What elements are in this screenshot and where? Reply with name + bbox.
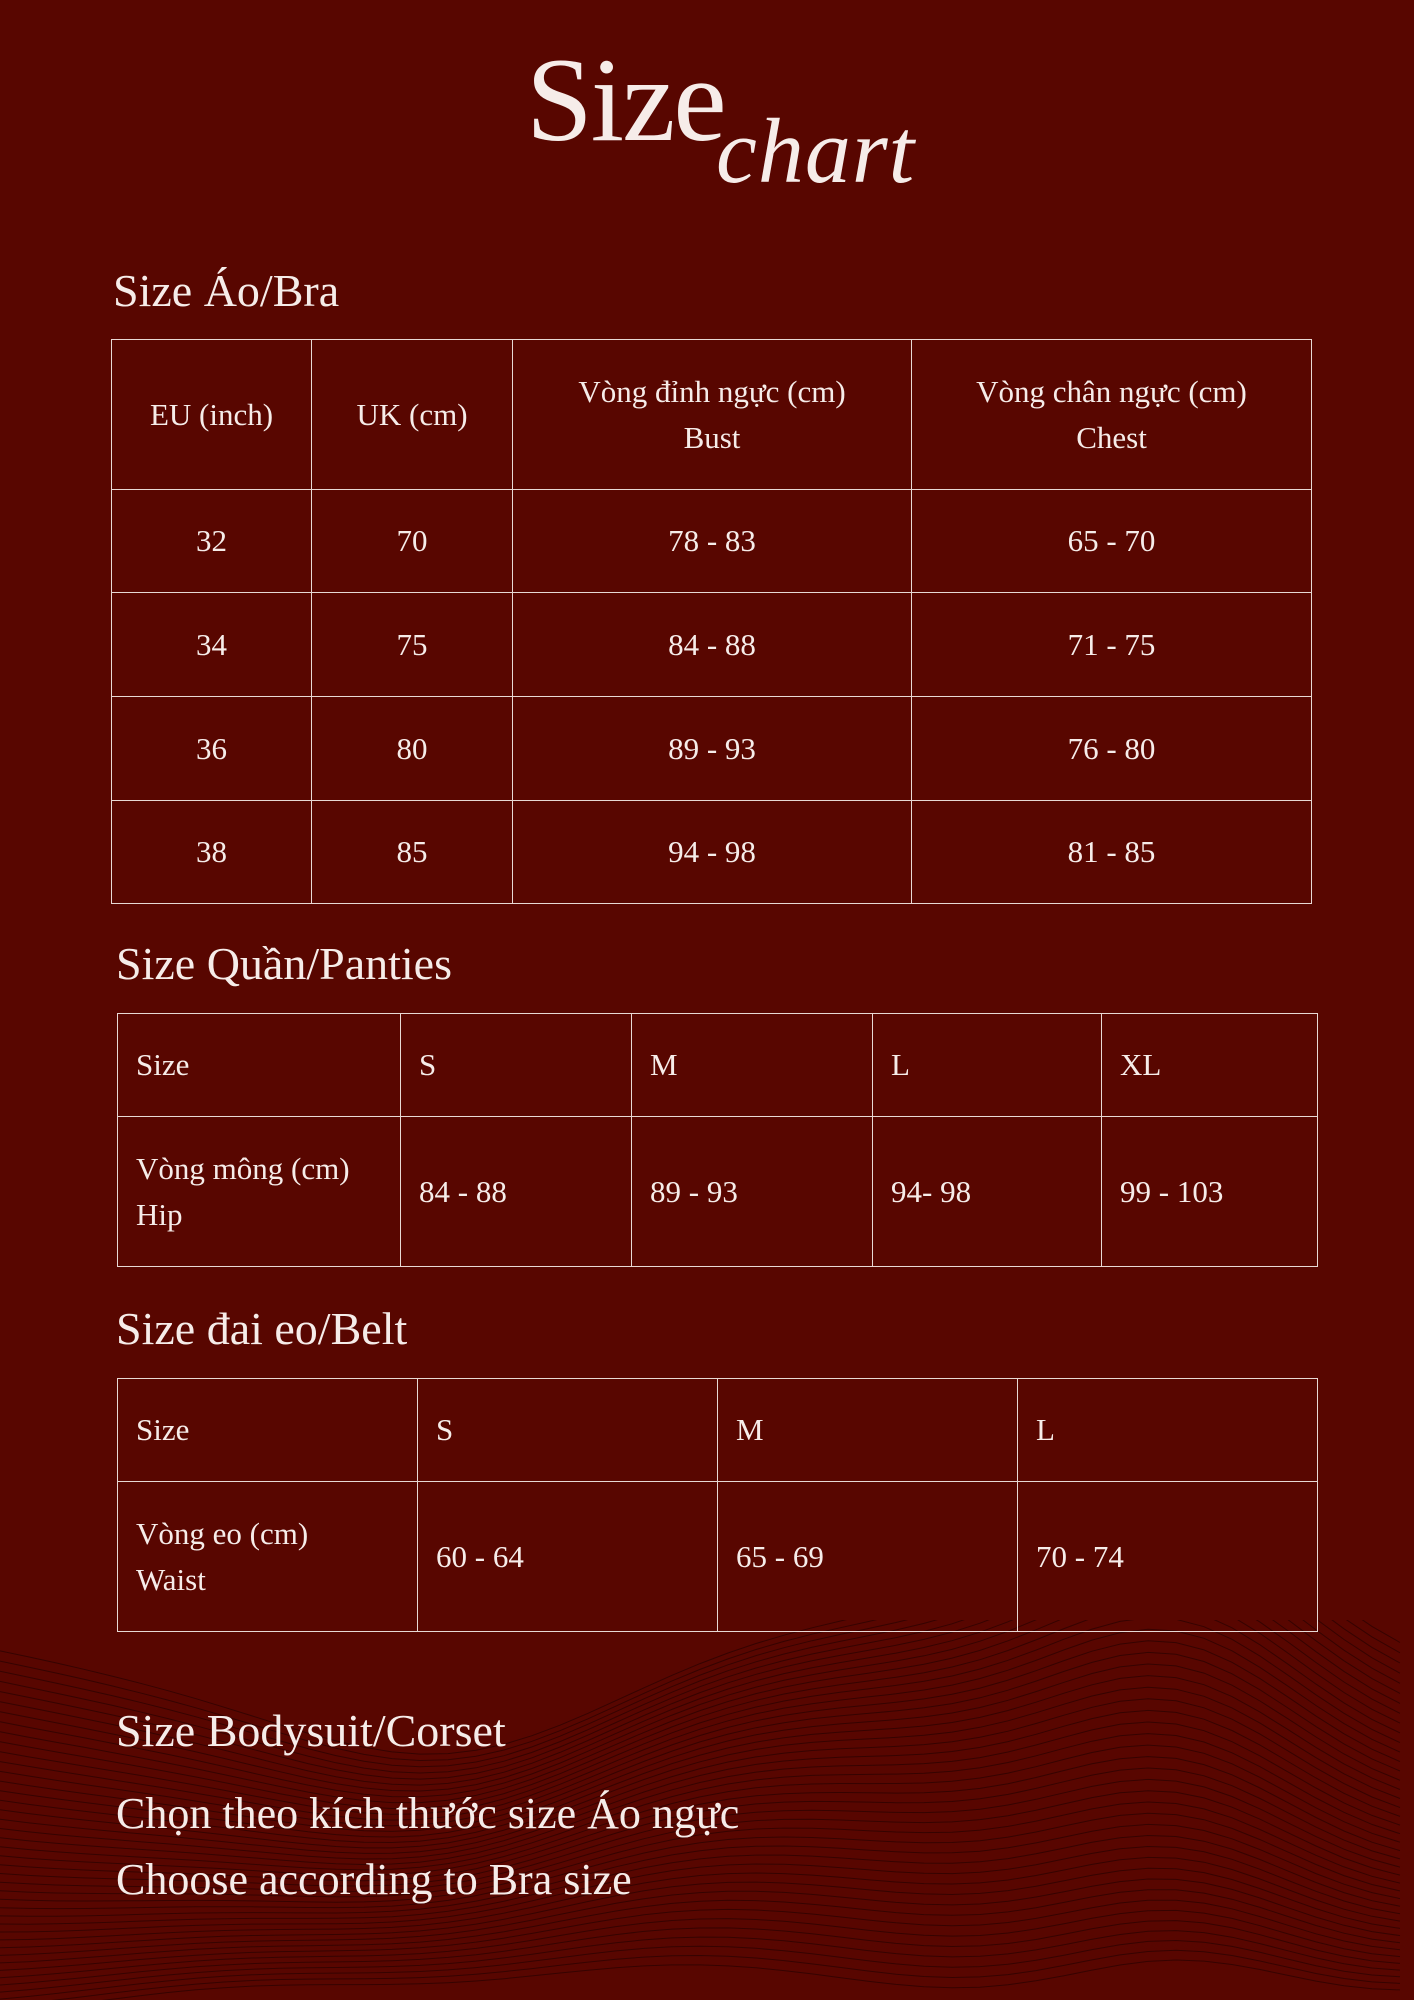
bra-chest-cell: 81 - 85 [912, 801, 1312, 904]
table-row [112, 801, 1312, 904]
bra-eu-cell: 34 [112, 593, 312, 697]
belt-size-table [117, 1378, 1318, 1632]
panties-size-xl: XL [1102, 1014, 1318, 1117]
bra-chest-cell: 65 - 70 [912, 490, 1312, 593]
bra-header-chest: Vòng chân ngực (cm) Chest [912, 340, 1312, 490]
panties-hip-label: Vòng mông (cm) Hip [118, 1117, 401, 1267]
belt-size-m: M [718, 1379, 1018, 1482]
bra-chest-cell: 76 - 80 [912, 697, 1312, 801]
belt-waist-value: 65 - 69 [718, 1482, 1018, 1632]
bra-header-row [112, 340, 1312, 490]
belt-waist-label: Vòng eo (cm) Waist [118, 1482, 418, 1632]
bra-bust-cell: 78 - 83 [513, 490, 912, 593]
bra-bust-cell: 89 - 93 [513, 697, 912, 801]
bodysuit-instruction-en: Choose according to Bra size [116, 1855, 632, 1904]
panties-size-m: M [632, 1014, 873, 1117]
bodysuit-section-title: Size Bodysuit/Corset [116, 1705, 506, 1756]
panties-size-label: Size [118, 1014, 401, 1117]
bra-eu-cell: 36 [112, 697, 312, 801]
belt-waist-value: 60 - 64 [418, 1482, 718, 1632]
belt-size-label: Size [118, 1379, 418, 1482]
bra-chest-cell: 71 - 75 [912, 593, 1312, 697]
panties-size-l: L [873, 1014, 1102, 1117]
bra-uk-cell: 75 [312, 593, 513, 697]
belt-waist-row [118, 1482, 1318, 1632]
bra-uk-cell: 80 [312, 697, 513, 801]
bra-uk-cell: 70 [312, 490, 513, 593]
bodysuit-instruction-vi: Chọn theo kích thước size Áo ngực [116, 1789, 740, 1838]
bra-eu-cell: 38 [112, 801, 312, 904]
panties-size-s: S [401, 1014, 632, 1117]
bra-header-bust: Vòng đỉnh ngực (cm) Bust [513, 340, 912, 490]
table-row [112, 490, 1312, 593]
bra-header-uk: UK (cm) [312, 340, 513, 490]
belt-size-s: S [418, 1379, 718, 1482]
page-title: Size [526, 33, 725, 166]
table-row [112, 593, 1312, 697]
bra-bust-cell: 94 - 98 [513, 801, 912, 904]
bra-bust-cell: 84 - 88 [513, 593, 912, 697]
bra-section-title: Size Áo/Bra [113, 265, 340, 316]
belt-waist-value: 70 - 74 [1018, 1482, 1318, 1632]
panties-size-row [118, 1014, 1318, 1117]
belt-size-row [118, 1379, 1318, 1482]
bra-header-eu: EU (inch) [112, 340, 312, 490]
panties-hip-value: 99 - 103 [1102, 1117, 1318, 1267]
page-title-script: chart [716, 100, 916, 202]
panties-size-table [117, 1013, 1318, 1267]
bra-eu-cell: 32 [112, 490, 312, 593]
panties-hip-value: 94- 98 [873, 1117, 1102, 1267]
bra-uk-cell: 85 [312, 801, 513, 904]
belt-section-title: Size đai eo/Belt [116, 1303, 408, 1354]
panties-section-title: Size Quần/Panties [116, 938, 452, 989]
panties-hip-row [118, 1117, 1318, 1267]
bra-size-table [111, 339, 1312, 904]
belt-size-l: L [1018, 1379, 1318, 1482]
panties-hip-value: 84 - 88 [401, 1117, 632, 1267]
panties-hip-value: 89 - 93 [632, 1117, 873, 1267]
table-row [112, 697, 1312, 801]
